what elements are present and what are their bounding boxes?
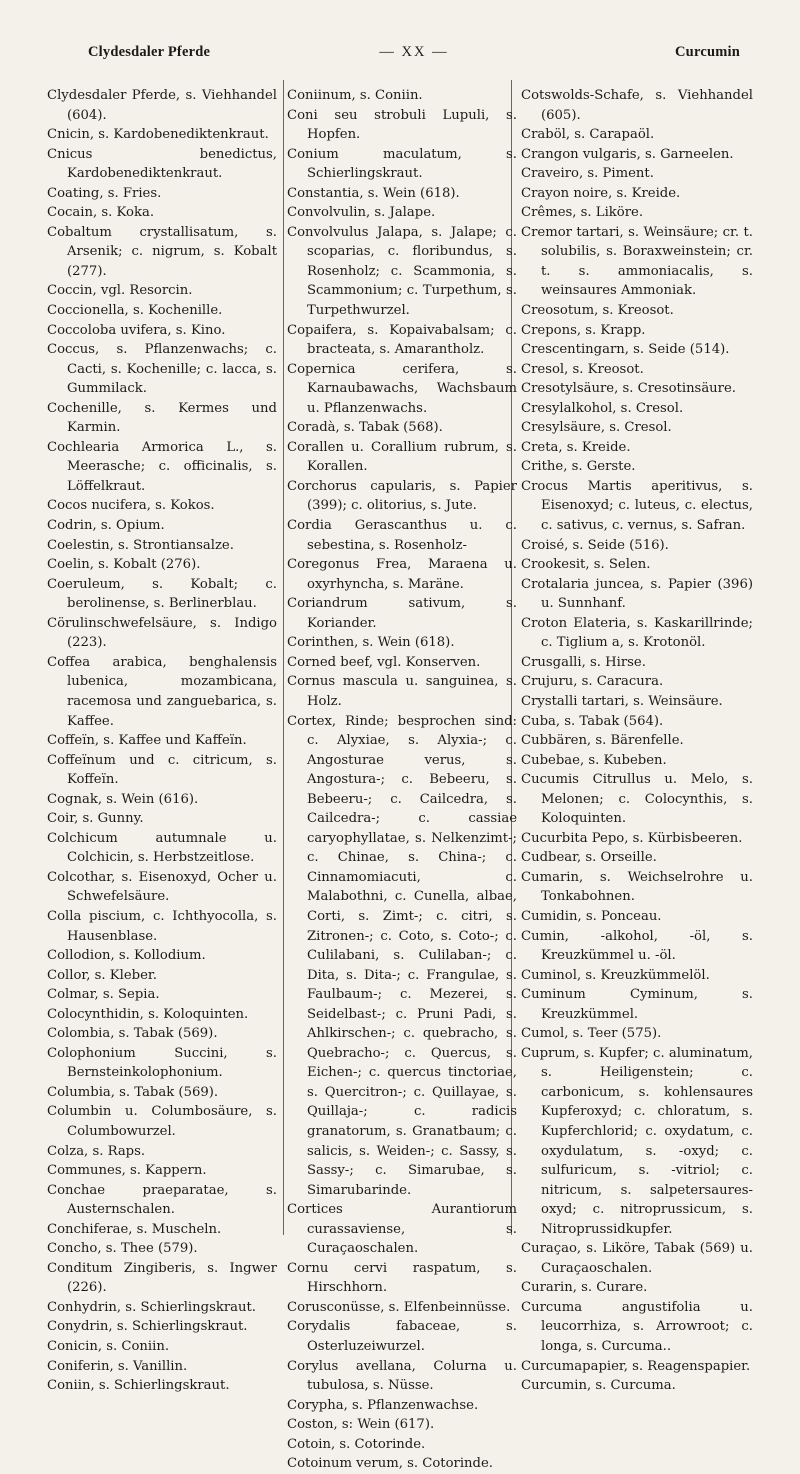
index-entry: Coregonus Frea, Maraena u. oxyrhyncha, s. Maräne.	[287, 557, 517, 592]
index-entry: Cresotylsäure, s. Cresotinsäure.	[521, 381, 736, 397]
index-entry: Crepons, s. Krapp.	[521, 322, 646, 338]
index-entry: Corned beef, vgl. Konserven.	[287, 654, 481, 670]
index-entry: Coating, s. Fries.	[47, 185, 162, 201]
index-entry: Cocain, s. Koka.	[47, 205, 155, 221]
index-entry: Crotalaria juncea, s. Papier (396) u. Sunnhanf.	[521, 576, 753, 612]
index-entry: Cörulinschwefelsäure, s. Indigo (223).	[47, 615, 277, 651]
index-entry: Coniinum, s. Coniin.	[287, 88, 423, 103]
index-entry: Collor, s. Kleber.	[47, 967, 157, 983]
index-entry: Curcuma angustifolia u. leucorrhiza, s. Arrowroot; c. longa, s. Curcuma..	[521, 1299, 753, 1354]
header-last-entry: Curcumin	[675, 44, 740, 60]
index-entry: Coelin, s. Kobalt (276).	[47, 557, 201, 573]
page-number: — XX —	[379, 44, 449, 60]
index-entry: Cochlearia Armorica L., s. Meerasche; c. officinalis, s. Löffelkraut.	[47, 439, 277, 494]
index-entry: Corchorus capularis, s. Papier (399); c. olitorius, s. Jute.	[287, 478, 517, 514]
index-entry: Cucurbita Pepo, s. Kürbisbeeren.	[521, 830, 743, 846]
index-entry: Cresylalkohol, s. Cresol.	[521, 400, 684, 416]
index-entry: Coniferin, s. Vanillin.	[47, 1358, 188, 1374]
index-entry: Collodion, s. Kollodium.	[47, 948, 206, 964]
header-first-entry: Clydesdaler Pferde	[88, 44, 211, 60]
index-entry: Conydrin, s. Schierlingskraut.	[47, 1319, 248, 1335]
index-entry: Coni seu strobuli Lupuli, s. Hopfen.	[287, 107, 517, 143]
index-entry: Copaifera, s. Kopaivabalsam; c. bracteata, s. Amarantholz.	[287, 322, 517, 358]
index-entry: Conditum Zingiberis, s. Ingwer (226).	[47, 1260, 277, 1296]
index-entry: Clydesdaler Pferde, s. Viehhandel (604).	[47, 88, 277, 123]
index-entry: Conium maculatum, s. Schierlingskraut.	[287, 146, 517, 182]
index-entry: Crithe, s. Gerste.	[521, 459, 636, 475]
index-entry: Craböl, s. Carapaöl.	[521, 127, 655, 143]
index-entry: Colmar, s. Sepia.	[47, 987, 160, 1003]
index-entry: Colocynthidin, s. Koloquinten.	[47, 1006, 249, 1022]
index-entry: Corinthen, s. Wein (618).	[287, 635, 455, 651]
index-entry: Cobaltum crystallisatum, s. Arsenik; c. nigrum, s. Kobalt (277).	[47, 224, 277, 279]
index-entry: Coniin, s. Schierlingskraut.	[47, 1378, 230, 1394]
index-entry: Conchiferae, s. Muscheln.	[47, 1221, 222, 1237]
index-entry: Colchicum autumnale u. Colchicin, s. Herbstzeitlose.	[47, 830, 277, 866]
index-entry: Cresol, s. Kreosot.	[521, 361, 644, 377]
index-entry: Cremor tartari, s. Weinsäure; cr. t. solubilis, s. Boraxweinstein; cr. t. s. ammoniacalis, s. weinsaures Ammoniak.	[521, 224, 753, 299]
index-entry: Coradà, s. Tabak (568).	[287, 420, 443, 436]
index-entry: Curarin, s. Curare.	[521, 1280, 648, 1296]
index-entry: Curcumapapier, s. Reagenspapier.	[521, 1358, 751, 1374]
index-columns	[47, 86, 753, 1472]
index-entry: Coccus, s. Pflanzenwachs; c. Cacti, s. Kochenille; c. lacca, s. Gummilack.	[47, 342, 277, 397]
index-entry: Concho, s. Thee (579).	[47, 1241, 198, 1257]
index-entry: Cubebae, s. Kubeben.	[521, 752, 667, 768]
index-entry: Cortices Aurantiorum curassaviense, s. Curaçaoschalen.	[287, 1202, 517, 1257]
index-entry: Cumin, -alkohol, -öl, s. Kreuzkümmel u. -öl.	[521, 928, 753, 964]
index-entry: Crescentingarn, s. Seide (514).	[521, 342, 730, 358]
running-header	[88, 44, 740, 66]
index-entry: Croton Elateria, s. Kaskarillrinde; c. Tiglium a, s. Krotonöl.	[521, 615, 753, 651]
index-entry: Cuminol, s. Kreuzkümmelöl.	[521, 967, 710, 983]
index-entry: Coelestin, s. Strontiansalze.	[47, 537, 234, 553]
index-entry: Constantia, s. Wein (618).	[287, 185, 460, 201]
index-entry: Copernica cerifera, s. Karnaubawachs, Wachsbaum u. Pflanzenwachs.	[287, 361, 517, 416]
index-entry: Cotoinum verum, s. Cotorinde.	[287, 1456, 493, 1472]
index-entry: Conicin, s. Coniin.	[47, 1339, 170, 1354]
index-entry: Crangon vulgaris, s. Garneelen.	[521, 146, 734, 162]
index-entry: Colza, s. Raps.	[47, 1143, 146, 1159]
index-entry: Cortex, Rinde; besprochen sind: c. Alyxiae, s. Alyxia-; c. Angosturae verus, s. Angostura-; c. Bebeeru, s. Bebeeru-; c. Cailcedra, s. Cailcedra-; c. cassiae caryophyllatae, s. Nelkenzimt-; c. Chinae, s. China-; c. Cinnamomiacuti, c. Malabothni, c. Cunella, albae, Corti, s. Zimt-; c. citri, s. Zitronen-; c. Coto, s. Coto-; c. Culilabani, s. Culilaban-; c. Dita, s. Dita-; c. Frangulae, s. Faulbaum-; c. Mezerei, s. Seidelbast-; c. Pruni Padi, s. Ahlkirschen-; c. quebracho, s. Quebracho-; c. Quercus, s. Eichen-; c. quercus tinctoriae, s. Quercitron-; c. Quillayae, s. Quillaja-; c. radicis granatorum, s. Granatbaum; c. salicis, s. Weiden-; c. Sassy, s. Sassy-; c. Simarubae, s. Simarubarinde.	[287, 713, 517, 1198]
index-entry: Crocus Martis aperitivus, s. Eisenoxyd; c. luteus, c. electus, c. sativus, c. vernus, s. Safran.	[521, 478, 753, 534]
index-entry: Colcothar, s. Eisenoxyd, Ocher u. Schwefelsäure.	[47, 869, 277, 905]
index-entry: Convolvulin, s. Jalape.	[287, 205, 436, 221]
index-entry: Cubbären, s. Bärenfelle.	[521, 733, 684, 749]
index-entry: Cuprum, s. Kupfer; c. aluminatum, s. Heiligenstein; c. carbonicum, s. kohlensaures Kupferoxyd; c. chloratum, s. Kupferchlorid; c. oxydatum, c. oxydulatum, s. -oxyd; c. sulfuricum, s. -vitriol; c. nitricum, s. salpetersaures-oxyd; c. nitroprussicum, s. Nitroprussidkupfer.	[521, 1045, 753, 1237]
index-entry: Corypha, s. Pflanzenwachse.	[287, 1397, 479, 1413]
index-entry: Cuba, s. Tabak (564).	[521, 713, 664, 729]
index-entry: Coffea arabica, benghalensis lubenica, mozambicana, racemosa und zanguebarica, s. Kaffee.	[47, 654, 277, 729]
index-entry: Curaçao, s. Liköre, Tabak (569) u. Curaçaoschalen.	[521, 1241, 753, 1276]
index-entry: Codrin, s. Opium.	[47, 518, 165, 534]
index-entry: Corallen u. Corallium rubrum, s. Korallen.	[287, 439, 517, 475]
index-entry: Convolvulus Jalapa, s. Jalape; c. scoparias, c. floribundus, s. Rosenholz; c. Scammonia, s. Scammonium; c. Turpethum, s. Turpethwurzel.	[287, 224, 517, 319]
index-entry: Cordia Gerascanthus u. c. sebestina, s. Rosenholz-	[287, 518, 517, 553]
index-entry: Curcumin, s. Curcuma.	[521, 1378, 676, 1394]
index-entry: Cumarin, s. Weichselrohre u. Tonkabohnen.	[521, 869, 753, 905]
index-entry: Coccionella, s. Kochenille.	[47, 303, 223, 319]
index-column-1	[47, 86, 277, 1394]
index-entry: Crêmes, s. Liköre.	[521, 205, 644, 221]
index-entry: Croisé, s. Seide (516).	[521, 537, 669, 553]
index-entry: Coston, s: Wein (617).	[287, 1417, 435, 1433]
index-entry: Colophonium Succini, s. Bernsteinkolophonium.	[47, 1045, 277, 1081]
index-entry: Conhydrin, s. Schierlingskraut.	[47, 1299, 256, 1315]
index-entry: Cochenille, s. Kermes und Karmin.	[47, 400, 277, 436]
index-entry: Coccoloba uvifera, s. Kino.	[47, 322, 226, 338]
index-entry: Coeruleum, s. Kobalt; c. berolinense, s. Berlinerblau.	[47, 576, 277, 612]
index-entry: Crayon noire, s. Kreide.	[521, 185, 681, 201]
index-entry: Cocos nucifera, s. Kokos.	[47, 498, 215, 514]
index-entry: Corylus avellana, Colurna u. tubulosa, s. Nüsse.	[287, 1358, 517, 1394]
index-entry: Coffeïnum und c. citricum, s. Koffeïn.	[47, 752, 277, 788]
index-entry: Corydalis fabaceae, s. Osterluzeiwurzel.	[287, 1319, 517, 1354]
index-entry: Cresylsäure, s. Cresol.	[521, 420, 672, 436]
index-column-2	[287, 86, 517, 1472]
index-entry: Coffeïn, s. Kaffee und Kaffeïn.	[47, 733, 247, 749]
index-entry: Corusconüsse, s. Elfenbeinnüsse.	[287, 1299, 511, 1315]
index-entry: Cotswolds-Schafe, s. Viehhandel (605).	[521, 88, 753, 123]
index-entry: Columbia, s. Tabak (569).	[47, 1084, 219, 1100]
index-entry: Creta, s. Kreide.	[521, 439, 631, 455]
index-entry: Cumol, s. Teer (575).	[521, 1026, 662, 1042]
index-entry: Cornus mascula u. sanguinea, s. Holz.	[287, 674, 517, 709]
index-entry: Cumidin, s. Ponceau.	[521, 908, 662, 924]
index-entry: Colombia, s. Tabak (569).	[47, 1026, 218, 1042]
index-column-3	[521, 86, 753, 1394]
index-entry: Crujuru, s. Caracura.	[521, 674, 664, 690]
index-entry: Coriandrum sativum, s. Koriander.	[287, 596, 517, 631]
index-entry: Creosotum, s. Kreosot.	[521, 303, 674, 319]
index-entry: Cnicus benedictus, Kardobenediktenkraut.	[47, 146, 277, 182]
index-entry: Colla piscium, c. Ichthyocolla, s. Hausenblase.	[47, 908, 277, 944]
index-entry: Conchae praeparatae, s. Austernschalen.	[47, 1182, 277, 1218]
index-entry: Crookesit, s. Selen.	[521, 557, 651, 573]
index-entry: Cudbear, s. Orseille.	[521, 850, 657, 866]
index-entry: Cotoin, s. Cotorinde.	[287, 1436, 426, 1452]
index-entry: Cucumis Citrullus u. Melo, s. Melonen; c. Colocynthis, s. Koloquinten.	[521, 772, 753, 827]
index-entry: Cuminum Cyminum, s. Kreuzkümmel.	[521, 987, 753, 1022]
index-entry: Coccin, vgl. Resorcin.	[47, 283, 193, 299]
index-entry: Cnicin, s. Kardobenediktenkraut.	[47, 127, 269, 143]
index-entry: Cognak, s. Wein (616).	[47, 791, 199, 807]
index-entry: Communes, s. Kappern.	[47, 1163, 207, 1179]
index-entry: Columbin u. Columbosäure, s. Columbowurzel.	[47, 1104, 277, 1139]
index-entry: Crystalli tartari, s. Weinsäure.	[521, 693, 723, 709]
index-entry: Craveiro, s. Piment.	[521, 166, 654, 182]
index-entry: Coir, s. Gunny.	[47, 811, 144, 827]
index-entry: Cornu cervi raspatum, s. Hirschhorn.	[287, 1260, 517, 1296]
index-entry: Crusgalli, s. Hirse.	[521, 654, 646, 670]
